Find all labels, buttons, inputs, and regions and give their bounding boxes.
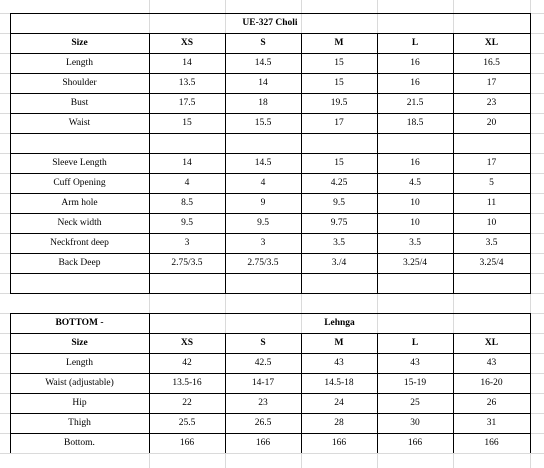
top-table-cell: 10: [486, 218, 497, 228]
top-table-cell: 3.25/4: [402, 258, 427, 268]
bottom-table-row-label: Hip: [72, 398, 87, 408]
bottom-table-cell: 42.5: [254, 358, 272, 368]
top-table-cell: 4: [260, 178, 266, 188]
table-border: [10, 273, 530, 274]
top-table-row-label: Waist: [68, 118, 91, 128]
top-table-header: S: [260, 38, 266, 48]
bottom-table-header: Size: [71, 338, 88, 348]
top-table-cell: [377, 133, 453, 153]
bottom-table-cell: 26.5: [254, 418, 272, 428]
bottom-table-cell: 14-17: [251, 378, 275, 388]
bottom-table-cell: 15-19: [403, 378, 427, 388]
top-table-cell: 17: [486, 158, 497, 168]
top-table-cell: [301, 133, 377, 153]
top-table-cell: 9: [260, 198, 266, 208]
top-table-cell: 16: [410, 158, 420, 168]
bottom-table-header: L: [411, 338, 419, 348]
top-table-header: XS: [180, 38, 194, 48]
top-table-row-label: Length: [66, 58, 93, 68]
top-table-cell: 14.5: [254, 158, 272, 168]
top-table-header: XL: [484, 38, 499, 48]
top-table-cell: 3.5: [485, 238, 498, 248]
top-table-row-label: Neckfront deep: [50, 238, 109, 248]
top-table-cell: 3./4: [331, 258, 347, 268]
top-table-cell: 3.5: [333, 238, 345, 248]
bottom-table-cell: 43: [334, 358, 344, 368]
top-table-cell: 15: [334, 158, 344, 168]
bottom-table-cell: 31: [486, 418, 497, 428]
bottom-table-cell: 166: [331, 438, 347, 448]
table-border: [530, 313, 531, 453]
top-table-cell: 13.5: [178, 78, 196, 88]
top-table-cell: 18.5: [406, 118, 424, 128]
top-table-cell: 4.5: [409, 178, 421, 188]
top-table-cell: 4: [184, 178, 190, 188]
top-table-cell: 3.5: [409, 238, 421, 248]
top-table-row-label: Cuff Opening: [53, 178, 106, 188]
top-table-row-label: Arm hole: [61, 198, 98, 208]
bottom-table-label: BOTTOM -: [55, 318, 104, 328]
bottom-table-cell: 14.5-18: [324, 378, 354, 388]
table-border: [10, 293, 530, 294]
bottom-table-cell: 166: [179, 438, 195, 448]
bottom-table-row-label: Thigh: [68, 418, 91, 428]
bottom-table-row-label: Waist (adjustable): [45, 378, 114, 388]
top-table-cell: 9.5: [181, 218, 193, 228]
bottom-table-header: S: [260, 338, 266, 348]
top-table-row-label: Back Deep: [58, 258, 101, 268]
top-table-cell: 16.5: [483, 58, 500, 68]
top-table-cell: 15.5: [254, 118, 272, 128]
top-table-cell: 5: [489, 178, 494, 188]
top-table-cell: [225, 133, 301, 153]
bottom-table-cell: 30: [410, 418, 420, 428]
bottom-table-header: XS: [180, 338, 194, 348]
top-table-cell: 15: [334, 58, 344, 68]
bottom-table-header: M: [334, 338, 344, 348]
bottom-table-cell: 28: [334, 418, 344, 428]
top-table-row-label: Shoulder: [62, 78, 97, 88]
top-table-row-label: Bust: [70, 98, 89, 108]
top-table-cell: 16: [410, 58, 420, 68]
top-table-cell: 15: [182, 118, 192, 128]
bottom-table-cell: 166: [407, 438, 423, 448]
top-table-cell: 14: [182, 58, 192, 68]
top-table-cell: 10: [410, 218, 420, 228]
top-table-cell: 2.75/3.5: [171, 258, 203, 268]
top-table-cell: 11: [486, 198, 497, 208]
bottom-table-cell: 23: [258, 398, 268, 408]
table-border: [530, 13, 531, 294]
top-table-cell: 17.5: [178, 98, 196, 108]
bottom-table-title: Lehnga: [324, 318, 355, 328]
top-table-cell: [149, 133, 225, 153]
top-table-header: Size: [71, 38, 88, 48]
bottom-table-cell: 166: [255, 438, 271, 448]
bottom-table-cell: 166: [484, 438, 499, 448]
bottom-table-header: XL: [484, 338, 499, 348]
bottom-table-cell: 22: [182, 398, 192, 408]
top-table-row-label: Neck width: [57, 218, 102, 228]
top-table-cell: 9.5: [333, 198, 345, 208]
top-table-cell: 9.75: [330, 218, 348, 228]
bottom-table-row-label: Length: [66, 358, 93, 368]
top-table-cell: 14: [182, 158, 192, 168]
top-table-cell: 20: [486, 118, 497, 128]
top-table-cell: 8.5: [181, 198, 193, 208]
top-table-cell: 17: [486, 78, 497, 88]
top-table-cell: 4.25: [330, 178, 348, 188]
top-table-row-label: [10, 133, 149, 153]
top-table-cell: 15: [334, 78, 344, 88]
top-table-cell: 3: [184, 238, 190, 248]
top-table-cell: 18: [258, 98, 268, 108]
bottom-table-cell: 43: [486, 358, 497, 368]
bottom-table-cell: 13.5-16: [172, 378, 202, 388]
top-table-cell: 21.5: [406, 98, 424, 108]
bottom-table-cell: 42: [182, 358, 192, 368]
top-table-cell: 10: [410, 198, 420, 208]
top-table-cell: [453, 133, 530, 153]
top-table-header: M: [334, 38, 344, 48]
bottom-table-cell: 16-20: [480, 378, 503, 388]
bottom-table-cell: 25: [410, 398, 420, 408]
top-table-cell: 16: [410, 78, 420, 88]
top-table-cell: 3.25/4: [479, 258, 504, 268]
top-table-row-label: Sleeve Length: [52, 158, 107, 168]
top-table-title: UE-327 Choli: [242, 18, 298, 28]
bottom-table-cell: 26: [486, 398, 497, 408]
top-table-cell: 17: [334, 118, 344, 128]
bottom-table-cell: 25.5: [178, 418, 196, 428]
gridline-horizontal: [0, 453, 544, 454]
bottom-table-row-label: Bottom.: [64, 438, 95, 448]
top-table-cell: 2.75/3.5: [247, 258, 279, 268]
top-table-cell: 14.5: [254, 58, 272, 68]
top-table-cell: 14: [258, 78, 268, 88]
top-table-cell: 3: [260, 238, 266, 248]
bottom-table-cell: 24: [334, 398, 344, 408]
top-table-cell: 9.5: [257, 218, 269, 228]
top-table-cell: 23: [486, 98, 497, 108]
top-table-header: L: [411, 38, 419, 48]
top-table-cell: 19.5: [330, 98, 348, 108]
bottom-table-cell: 43: [410, 358, 420, 368]
